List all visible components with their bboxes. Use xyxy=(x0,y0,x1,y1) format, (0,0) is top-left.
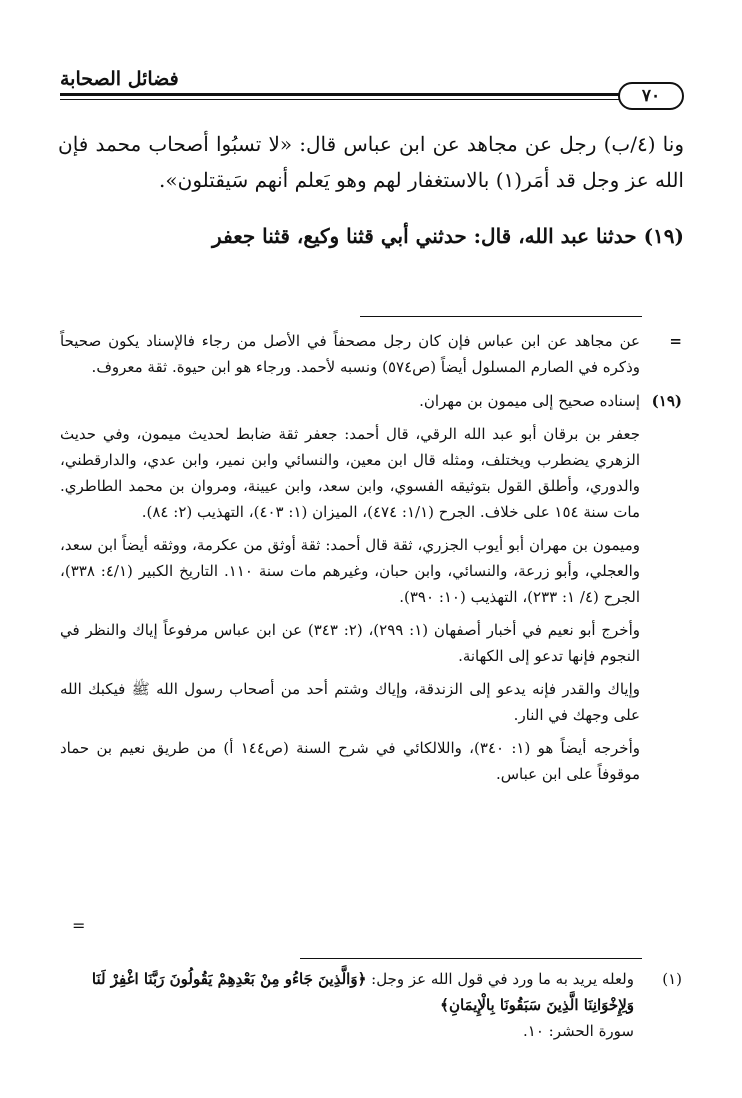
continues-marker: = xyxy=(72,916,86,935)
commentary-notes xyxy=(60,328,682,795)
note-19-paragraph: وأخرج أبو نعيم في أخبار أصفهان (١: ٢٩٩)، (٢: ٣٤٣) عن ابن عباس مرفوعاً إياك والنظر في النجوم فإنها تدعو إلى الكهانة. xyxy=(60,621,640,665)
verse-reference: سورة الحشر: ١٠. xyxy=(523,1022,634,1040)
note-19-paragraph: إسناده صحيح إلى ميمون بن مهران. xyxy=(419,392,640,410)
continuation-marker: = xyxy=(669,332,682,350)
continued-note xyxy=(60,328,682,380)
note-19-marker: (١٩) xyxy=(651,392,682,410)
continued-note-text: عن مجاهد عن ابن عباس فإن كان رجل مصحفاً في الأصل من رجاء فالإسناد يكون صحيحاً وذكره في الصارم المسلول أيضاً (ص٥٧٤) ونسبه لأحمد. ورجاء هو ابن حيوة. ثقة معروف. xyxy=(60,332,640,376)
note-19 xyxy=(60,388,682,787)
note-19-paragraph: وإياك والقدر فإنه يدعو إلى الزندقة، وإياك وشتم أحد من أصحاب رسول الله ﷺ فيكبك الله على وجهك في النار. xyxy=(60,680,640,724)
main-text xyxy=(58,126,684,254)
footnote-marker: (١) xyxy=(662,970,682,988)
footnote-text: ولعله يريد به ما ورد في قول الله عز وجل: xyxy=(371,970,634,988)
hadith-19-chain: (١٩) حدثنا عبد الله، قال: حدثني أبي قثنا وكيع، قثنا جعفر xyxy=(212,224,684,248)
running-title: فضائل الصحابة xyxy=(60,68,179,90)
page-number: ٧٠ xyxy=(618,82,684,110)
footnote-divider xyxy=(300,958,642,959)
hadith-paragraph: ونا (٤/ب) رجل عن مجاهد عن ابن عباس قال: «لا تسبُوا أصحاب محمد فإن الله عز وجل قد أمَر(١) بالاستغفار لهم وهو يَعلم أنهم سَيقتلون». xyxy=(58,132,684,192)
footnote-1 xyxy=(60,966,682,1044)
header-rule xyxy=(60,93,644,100)
page-header xyxy=(60,60,684,110)
note-19-paragraph: وميمون بن مهران أبو أيوب الجزري، ثقة قال أحمد: ثقة أوثق من عكرمة، ووثقه أيضاً ابن سعد، والعجلي، وأبو زرعة، والنسائي، وابن حبان، وغيرهم مات سنة ١١٠. التاريخ الكبير (٤/١: ٣٣٨)، الجرح (٤/ ١: ٢٣٣)، التهذيب (١٠: ٣٩٠). xyxy=(60,536,640,606)
note-19-paragraph: وأخرجه أيضاً هو (١: ٣٤٠)، واللالكائي في شرح السنة (ص١٤٤ أ) من طريق نعيم بن حماد موقوفاً على ابن عباس. xyxy=(60,739,640,783)
quran-verse: ﴿وَالَّذِينَ جَاءُو مِنْ بَعْدِهِمْ يَقُولُونَ رَبَّنَا اغْفِرْ لَنَا وَلِإِخْوَانِنَا الَّذِينَ سَبَقُونَا بِالْإِيمَانِ﴾ xyxy=(91,970,634,1014)
footnote xyxy=(60,966,682,1044)
notes-divider xyxy=(360,316,642,317)
note-19-paragraph: جعفر بن برقان أبو عبد الله الرقي، قال أحمد: جعفر ثقة ضابط لحديث ميمون، وفي حديث الزهري يضطرب ويختلف، ومثله قال ابن معين، والنسائي وابن نمير، وابن عدي، والدارقطني، والدوري، وأطلق القول بتوثيقه الفسوي، وابن سعد، وابن عيينة، ومروان بن محمد الطاطري. مات سنة ١٥٤ على خلاف. الجرح (١/١: ٤٧٤)، الميزان (١: ٤٠٣)، التهذيب (٢: ٨٤). xyxy=(60,425,640,521)
